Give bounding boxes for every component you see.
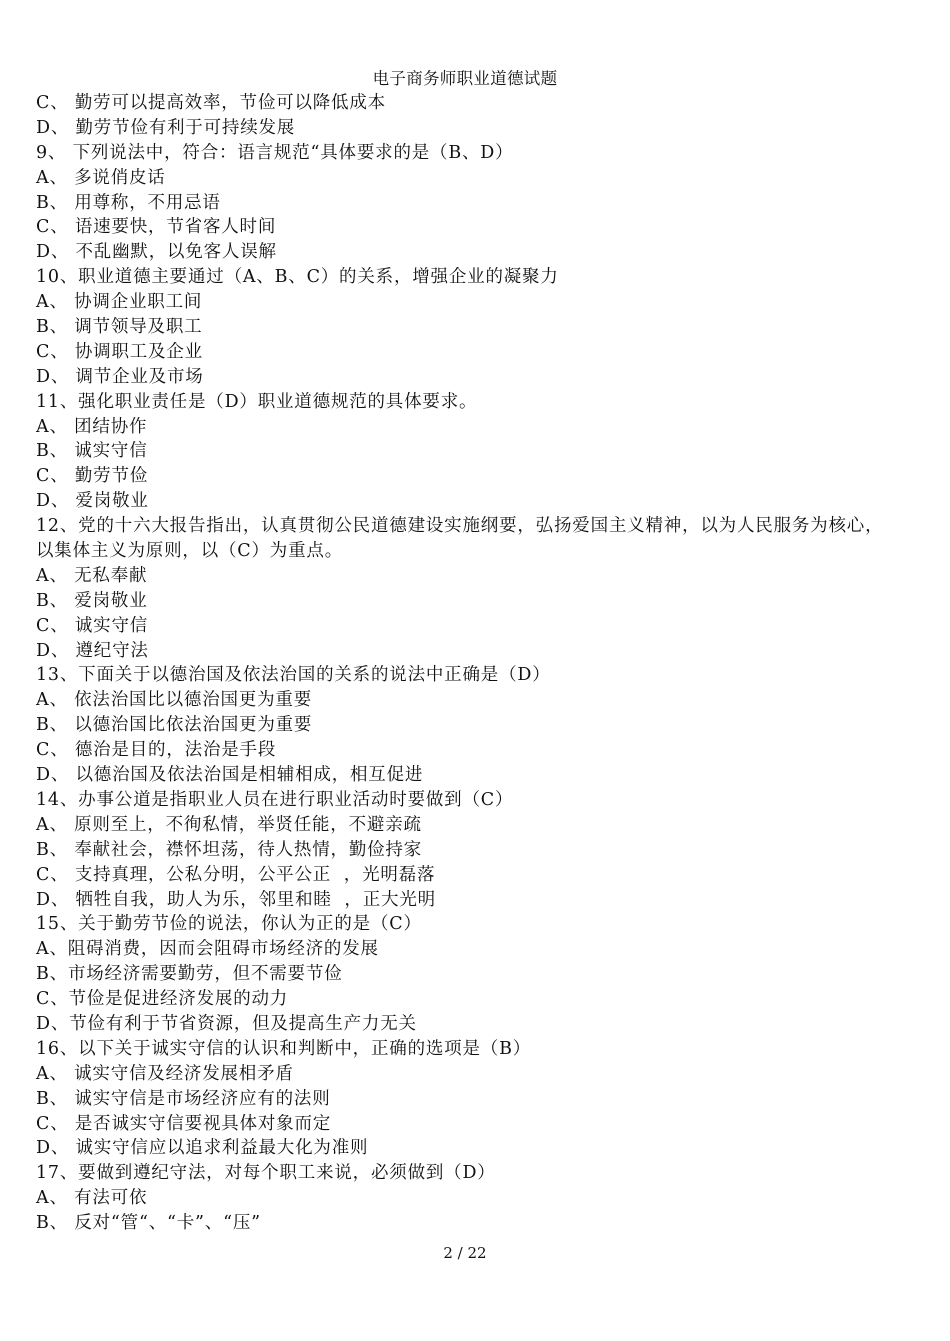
text-line: 16、以下关于诚实守信的认识和判断中，正确的选项是（B） (36, 1038, 532, 1059)
page-header-title: 电子商务师职业道德试题 (372, 69, 558, 88)
text-line: D、 以德治国及依法治国是相辅相成，相互促进 (36, 765, 424, 786)
question-list (36, 91, 906, 1236)
text-line: C、 协调职工及企业 (36, 341, 203, 362)
text-line: 11、强化职业责任是（D）职业道德规范的具体要求。 (36, 391, 478, 412)
text-line: D、 诚实守信应以追求利益最大化为准则 (36, 1138, 369, 1159)
text-line: C、 勤劳节俭 (36, 466, 149, 487)
text-line: B、 爱岗敬业 (36, 590, 148, 611)
text-line: C、 语速要快，节省客人时间 (36, 217, 277, 238)
text-line: 12、党的十六大报告指出，认真贯彻公民道德建设实施纲要，弘扬爱国主义精神，以为人民服务为核心， (36, 516, 884, 537)
text-line: B、 用尊称，不用忌语 (36, 192, 221, 213)
text-line: B、 奉献社会，襟怀坦荡，待人热情，勤俭持家 (36, 839, 423, 860)
text-line: B、 以德治国比依法治国更为重要 (36, 715, 313, 736)
text-line: C、 是否诚实守信要视具体对象而定 (36, 1113, 332, 1134)
text-line: B、 诚实守信是市场经济应有的法则 (36, 1088, 331, 1109)
text-line: D、 勤劳节俭有利于可持续发展 (36, 117, 296, 138)
text-line: 14、办事公道是指职业人员在进行职业活动时要做到（C） (36, 789, 514, 810)
text-line: 15、关于勤劳节俭的说法，你认为正的是（C） (36, 914, 422, 935)
text-line: B、市场经济需要勤劳，但不需要节俭 (36, 964, 343, 985)
text-line: C、 勤劳可以提高效率，节俭可以降低成本 (36, 93, 386, 113)
text-line: D、节俭有利于节省资源，但及提高生产力无关 (36, 1013, 417, 1034)
page-number: 2 / 22 (443, 1244, 487, 1262)
text-line: A、阻碍消费，因而会阻碍市场经济的发展 (36, 939, 379, 960)
text-line: D、 调节企业及市场 (36, 366, 204, 387)
text-line: B、 调节领导及职工 (36, 317, 203, 338)
text-line: A、 有法可依 (36, 1188, 148, 1209)
text-line: D、 遵纪守法 (36, 640, 149, 661)
text-line: A、 多说俏皮话 (36, 167, 166, 188)
text-line: A、 原则至上，不徇私情，举贤任能，不避亲疏 (36, 814, 422, 835)
text-line: A、 诚实守信及经济发展相矛盾 (36, 1063, 294, 1084)
text-line: D、 牺牲自我，助人为乐，邻里和睦 ，正大光明 (36, 889, 436, 910)
text-line: A、 团结协作 (36, 416, 148, 437)
text-line: 以集体主义为原则，以（C）为重点。 (36, 541, 343, 562)
text-line: 10、职业道德主要通过（A、B、C）的关系，增强企业的凝聚力 (36, 267, 559, 288)
text-line: 13、下面关于以德治国及依法治国的关系的说法中正确是（D） (36, 665, 551, 686)
text-line: A、 依法治国比以德治国更为重要 (36, 690, 312, 711)
text-line: 17、要做到遵纪守法，对每个职工来说，必须做到（D） (36, 1163, 496, 1184)
text-line: D、 爱岗敬业 (36, 491, 149, 512)
text-line: D、 不乱幽默，以免客人误解 (36, 242, 277, 263)
text-line: C、 德治是目的，法治是手段 (36, 740, 277, 761)
text-line: C、 诚实守信 (36, 615, 149, 636)
text-line: 9、 下列说法中，符合：语言规范“具体要求的是（B、D） (36, 142, 514, 163)
text-line: A、 协调企业职工间 (36, 292, 203, 313)
text-line: B、 反对“管“、“卡”、“压” (36, 1213, 261, 1234)
text-line: C、 支持真理，公私分明，公平公正 ，光明磊落 (36, 864, 436, 885)
text-line: C、节俭是促进经济发展的动力 (36, 989, 289, 1010)
text-line: A、 无私奉献 (36, 565, 148, 586)
text-line: B、 诚实守信 (36, 441, 148, 462)
